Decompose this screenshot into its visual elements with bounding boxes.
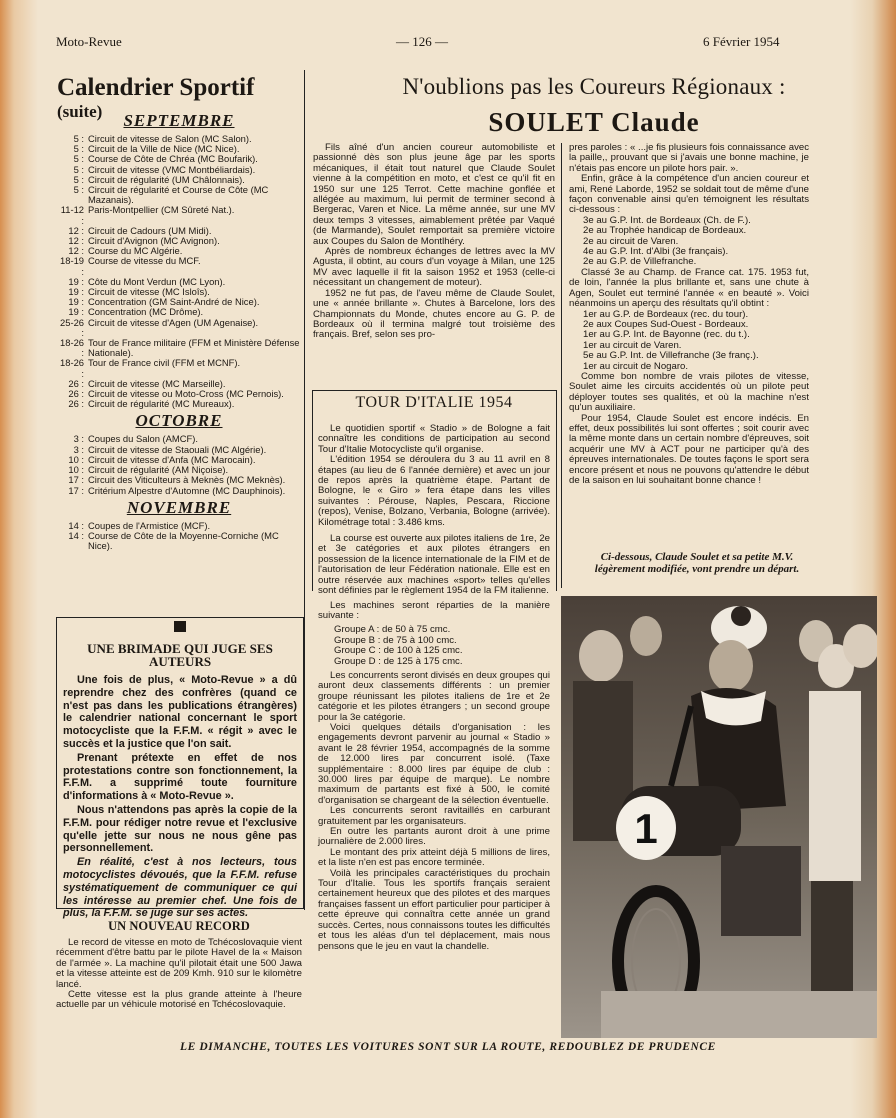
- calendar-event: Circuit de vitesse (MC Marseille).: [88, 377, 226, 389]
- calendar-day: 12 :: [68, 235, 84, 247]
- soulet-paragraph: Après de nombreux échanges de lettres avec la MV Agusta, il obtint, au cours d'un voyage à Milan, une 125 MV avec laquelle il fit la saison 1952 et 1953 (celle-ci nécessitant un changement de moteur).: [313, 246, 555, 289]
- calendar-event: Course de Côte de Chréa (MC Boufarik).: [88, 153, 258, 165]
- tour-title: TOUR D'ITALIE 1954: [355, 394, 513, 411]
- calendar-day: 11-12 :: [60, 204, 84, 226]
- result-line: 1er au G.P. de Bordeaux (rec. du tour).: [583, 308, 749, 320]
- calendar-event: Circuit de vitesse (VMC Montbéliardais).: [88, 163, 256, 175]
- page-number: — 126 —: [396, 34, 448, 49]
- soulet-paragraph: Fils aîné d'un ancien coureur automobiliste et passionné dès son plus jeune âge par les sports mécaniques, il était tout naturel que Claude Soulet vienne à la compétition en moto, et c'est ce qu'il fit en 1950 sur une 125 Terrot. Cette machine gonflée et allégée au maximum, lui permit de terminer second à Bergerac, Varen et Nice. La même année, sur une MV deux temps 3 vitesses, aimablement prêtée par Vaqué (de Marmande), Soulet remportait sa première victoire aux Coupes du Salon de Montlhéry.: [313, 142, 555, 247]
- calendar-event: Coupes du Salon (AMCF).: [88, 433, 198, 445]
- calendar-entry: [56, 338, 302, 358]
- calendar-event: Circuit de régularité (MC Mureaux).: [88, 398, 235, 410]
- column-divider: [304, 70, 305, 910]
- calendar-day: 26 :: [68, 388, 84, 400]
- soulet-paragraph: Pour 1954, Claude Soulet est encore indécis. En effet, deux possibilités lui sont offertes ; soit courir avec la même monte dans un certain nombre d'épreuves, soit acquérir une MV à ACT pour ne participer qu'à des épreuves internationales. De toutes façons le sport sera encore présent et nous ne pouvons qu'attendre le début de la saison en lui souhaitant bonne chance !: [569, 412, 809, 486]
- calendar-day: 18-26 :: [60, 357, 84, 379]
- brimade-paragraph: Prenant prétexte en effet de nos protestations contre son fonctionnement, la F.F.M. a supprimé toute fourniture d'informations à « Moto-Revue ».: [63, 751, 297, 803]
- month-title: SEPTEMBRE: [123, 111, 235, 130]
- group-line: Groupe C : de 100 à 125 cmc.: [334, 645, 463, 657]
- result-line: 3e au G.P. Int. de Bordeaux (Ch. de F.).: [583, 214, 751, 226]
- soulet-paragraph: Enfin, grâce à la compétence d'un ancien coureur et ami, René Laborde, 1952 se soldait tout de même d'une façon convenable ainsi qu'en témoignent les résultats ci-dessous :: [569, 173, 809, 216]
- calendar-day: 14 :: [68, 519, 84, 531]
- record-article: [56, 919, 302, 1011]
- calendar-event: Circuit de régularité (AM Niçoise).: [88, 464, 229, 476]
- tour-paragraph: Le montant des prix atteint déjà 5 millions de lires, et la liste n'en est pas encore terminée.: [318, 846, 550, 869]
- result-line: 2e aux Coupes Sud-Ouest - Bordeaux.: [583, 318, 749, 330]
- brimade-title: UNE BRIMADE QUI JUGE SES AUTEURS: [87, 641, 273, 669]
- footer-slogan: LE DIMANCHE, TOUTES LES VOITURES SONT SUR LA ROUTE, REDOUBLEZ DE PRUDENCE: [180, 1041, 716, 1053]
- calendar-day: 3 :: [73, 433, 84, 445]
- result-line: 2e au Trophée handicap de Bordeaux.: [583, 225, 747, 237]
- calendar-event: Côte du Mont Verdun (MC Lyon).: [88, 275, 226, 287]
- calendar-event: Coupes de l'Armistice (MCF).: [88, 519, 211, 531]
- calendar-event: Circuit de régularité (UM Châlonnais).: [88, 173, 245, 185]
- calendar-entry: [56, 358, 302, 378]
- record-paragraph: Le record de vitesse en moto de Tchécoslovaquie vient récemment d'être battu par le pilote Havel de la « Maison de l'armée ». La machine qu'il pilotait était une 500 Jawa et la vitesse atteinte est de 209 Kmh. 910 sur le kilomètre lancé.: [56, 937, 302, 990]
- calendar-entry: [56, 531, 302, 551]
- soulet-name: SOULET Claude: [488, 107, 700, 137]
- calendar-title-main: Calendrier Sportif: [57, 74, 255, 101]
- soulet-paragraph: Comme bon nombre de vrais pilotes de vitesse, Soulet aime les circuits accidentés où un pilote peut déployer toutes ses qualités, et où la machine n'est qu'un auxiliaire.: [569, 370, 809, 414]
- group-line: Groupe B : de 75 à 100 cmc.: [334, 634, 457, 646]
- calendar-day: 19 :: [68, 296, 84, 308]
- calendar-title-suffix: (suite): [57, 102, 103, 121]
- month-title: OCTOBRE: [135, 411, 223, 431]
- calendar-day: 26 :: [68, 398, 84, 410]
- calendar-day: 12 :: [68, 245, 84, 257]
- calendar-event: Concentration (GM Saint-André de Nice).: [88, 296, 260, 308]
- group-line: Groupe A : de 50 à 75 cmc.: [334, 624, 451, 636]
- calendar-day: 5 :: [73, 143, 84, 155]
- calendar-entry: [56, 399, 302, 409]
- calendar-entry: [56, 185, 302, 205]
- tour-paragraph: En outre les partants auront droit à une prime journalière de 2.000 lires.: [318, 826, 550, 848]
- racer-photo: [561, 596, 877, 1038]
- calendar-event: Course de vitesse du MCF.: [88, 255, 201, 267]
- calendar-event: Circuit d'Avignon (MC Avignon).: [88, 235, 220, 247]
- tour-paragraph: Les concurrents seront ravitaillés en carburant gratuitement par les organisateurs.: [318, 805, 550, 827]
- result-line: 2e au G.P. de Villefranche.: [583, 256, 697, 268]
- photo-caption: Ci-dessous, Claude Soulet et sa petite M.V. légèrement modifiée, vont prendre un départ.: [594, 551, 800, 575]
- record-paragraph: Cette vitesse est la plus grande atteinte à l'heure actuelle par un véhicule motorisé en Tchécoslovaquie.: [56, 989, 302, 1011]
- calendar-day: 26 :: [68, 377, 84, 389]
- brimade-paragraph: Nous n'attendons pas après la copie de la F.F.M. pour rédiger notre revue et l'exclusive qu'elle jette sur nous ne nous gêne pas personnellement.: [63, 803, 297, 855]
- calendar-event: Tour de France civil (FFM et MCNF).: [88, 357, 241, 369]
- running-head-left: Moto-Revue: [56, 34, 122, 49]
- brimade-box: [56, 617, 304, 920]
- result-line: 2e au circuit de Varen.: [583, 235, 679, 247]
- calendar-entry: [56, 256, 302, 276]
- calendar-event: Course du MC Algérie.: [88, 245, 183, 257]
- calendar-day: 5 :: [73, 173, 84, 185]
- calendar-day: 19 :: [68, 306, 84, 318]
- calendar-event: Circuit de vitesse ou Moto-Cross (MC Pernois).: [88, 388, 284, 400]
- tour-paragraph: Voici quelques détails d'organisation : les engagements devront parvenir au journal « Stadio » avant le 28 février 1954, accompagnés de la somme de 12.000 lires par concurrent isolé. (Taxe supplémentaire : 8.000 lires par équipe de club : 30.000 lires par équipe de marque). Le nombre maximum de partants est fixé à 500, le comité d'organisation se chargeant de la sélection éventuelle.: [318, 721, 550, 806]
- tour-article: [318, 424, 550, 952]
- calendar-event: Paris-Montpellier (CM Sûreté Nat.).: [88, 204, 235, 216]
- calendar-event: Circuit de la Ville de Nice (MC Nice).: [88, 143, 240, 155]
- calendar-day: 5 :: [73, 163, 84, 175]
- result-line: 1er au circuit de Nogaro.: [583, 360, 689, 372]
- tour-paragraph: L'édition 1954 se déroulera du 3 au 11 avril en 8 étapes (au lieu de 6 l'année dernière) et avec un jour de repos après la quatrième étape. Partant de Bologne, le « Giro » fera étape dans les villes suivantes : Pérouse, Naples, Pescara, Riccione (repos), Venise, Bolzano, Verbania, Bologne (arrivée). Kilométrage total : 3.486 kms.: [318, 454, 550, 528]
- result-line: 1er au circuit de Varen.: [583, 339, 682, 351]
- result-line: 1er au G.P. Int. de Bayonne (rec. du t.).: [583, 329, 750, 341]
- calendar-event: Concentration (MC Drôme).: [88, 306, 204, 318]
- calendar-entry: [56, 318, 302, 338]
- calendar-entry: [56, 486, 302, 496]
- calendar-day: 18-26 :: [60, 337, 84, 359]
- calendar-day: 14 :: [68, 529, 84, 541]
- calendar-day: 3 :: [73, 443, 84, 455]
- soulet-column-1: [313, 143, 555, 341]
- calendar-list: [56, 109, 302, 551]
- soulet-paragraph: pres paroles : « ...je fis plusieurs fois connaissance avec la paille,, prouvant que si j'avais une bonne machine, je n'étais pas encore un pilote hors pair. ».: [569, 142, 809, 174]
- tour-paragraph: Les machines seront réparties de la manière suivante :: [318, 599, 550, 621]
- calendar-day: 25-26 :: [60, 316, 84, 338]
- soulet-paragraph: 1952 ne fut pas, de l'aveu même de Claude Soulet, une « année brillante ». Chutes à Barcelone, lors des Championnats du Monde, chutes encore au G. P. de Bordeaux où il termina malgré tout troisième des français. Bref, selon ses pro-: [313, 287, 555, 341]
- result-line: 5e au G.P. Int. de Villefranche (3e franç.).: [583, 350, 759, 362]
- calendar-day: 10 :: [68, 453, 84, 465]
- square-bullet-icon: [174, 621, 186, 632]
- racer-photo-image: [561, 596, 877, 1038]
- calendar-day: 10 :: [68, 464, 84, 476]
- brimade-paragraph: Une fois de plus, « Moto-Revue » a dû reprendre chez des confrères (quand ce n'est pas dans les publications étrangères) le calendrier national concernant le sport motocycliste que la F.F.M. « régit » avec le succès et la justice que l'on sait.: [63, 674, 297, 750]
- race-number: 1: [634, 805, 658, 852]
- column-divider: [561, 143, 562, 588]
- tour-paragraph: Le quotidien sportif « Stadio » de Bologne a fait connaître les conditions de participation au second Tour d'Italie Motocycliste qu'il organise.: [318, 423, 550, 455]
- calendar-entry: [56, 475, 302, 485]
- tour-paragraph: La course est ouverte aux pilotes italiens de 1re, 2e et 3e catégories et aux pilotes étrangers en possession de la licence internationale de la FIM et de l'autorisation de leur Fédération nationale. Elle est en outre réservée aux machines «sport» telles qu'elles sont définies par le règlement 1954 de la FM italienne.: [318, 533, 550, 597]
- calendar-day: 19 :: [68, 275, 84, 287]
- brimade-paragraph: En réalité, c'est à nos lecteurs, tous motocyclistes dévoués, que la F.F.M. refuse systématiquement de communiquer ce qui les intéresse au premier chef. Une fois de plus, la F.F.M. se juge sur ses actes.: [63, 856, 297, 920]
- calendar-event: Circuit de Cadours (UM Midi).: [88, 224, 212, 236]
- calendar-entry: [56, 205, 302, 225]
- soulet-kicker: N'oublions pas les Coureurs Régionaux :: [402, 74, 786, 99]
- tour-paragraph: Les concurrents seront divisés en deux groupes qui auront deux classements différents : un premier groupe réunissant les pilotes italiens de 1re et 2e catégorie et les pilotes étrangers ; un second groupe pour la 3e catégorie.: [318, 669, 550, 723]
- calendar-event: Circuit des Viticulteurs à Meknès (MC Meknès).: [88, 474, 286, 486]
- tour-groups: [318, 625, 550, 667]
- soulet-paragraph: Classé 3e au Champ. de France cat. 175. 1953 fut, de loin, l'année la plus brillante et, sans une chute à Agen, Soulet eut terminé l'année « en beauté ». Voici néanmoins un aperçu des résultats qu'il obtint :: [569, 266, 809, 310]
- calendar-event: Circuit de vitesse de Staouali (MC Algérie).: [88, 443, 267, 455]
- calendar-day: 17 :: [68, 484, 84, 496]
- calendar-event: Course de Côte de la Moyenne-Corniche (MC Nice).: [88, 529, 279, 552]
- result-line: 4e au G.P. Int. d'Albi (3e français).: [583, 246, 729, 258]
- calendar-day: 18-19 :: [60, 255, 84, 277]
- group-line: Groupe D : de 125 à 175 cmc.: [334, 655, 463, 667]
- calendar-event: Circuit de vitesse de Salon (MC Salon).: [88, 133, 252, 144]
- calendar-day: 19 :: [68, 286, 84, 298]
- calendar-event: Circuit de vitesse (MC Isloîs).: [88, 286, 210, 298]
- calendar-day: 5 :: [73, 153, 84, 165]
- record-title: UN NOUVEAU RECORD: [108, 919, 250, 933]
- results-1952: [569, 216, 809, 268]
- soulet-column-2: [569, 143, 809, 486]
- calendar-day: 12 :: [68, 224, 84, 236]
- calendar-event: Tour de France militaire (FFM et Ministère Défense Nationale).: [88, 337, 300, 359]
- calendar-day: 17 :: [68, 474, 84, 486]
- calendar-event: Circuit de régularité et Course de Côte (MC Mazanais).: [88, 184, 269, 206]
- tour-paragraph: Voilà les principales caractéristiques du prochain Tour d'Italie. Tous les sportifs français seraient certainement heureux que des pilotes et des marques françaises fassent un effort particulier pour participer à cette épreuve qui connaîtra cette année un grand succès. Certes, nous connaissons toutes les difficultés et tous les aléas d'un tel déplacement, mais nous pensons que le jeu en vaut la chandelle.: [318, 867, 550, 952]
- issue-date: 6 Février 1954: [703, 34, 780, 49]
- calendar-day: 5 :: [73, 133, 84, 144]
- calendar-day: 5 :: [73, 184, 84, 196]
- calendar-event: Circuit de vitesse d'Anfa (MC Marocain).: [88, 453, 256, 465]
- results-1953: [569, 310, 809, 372]
- month-title: NOVEMBRE: [126, 497, 232, 517]
- calendar-event: Circuit de vitesse d'Agen (UM Agenaise).: [88, 316, 259, 328]
- calendar-event: Critérium Alpestre d'Automne (MC Dauphinois).: [88, 484, 286, 496]
